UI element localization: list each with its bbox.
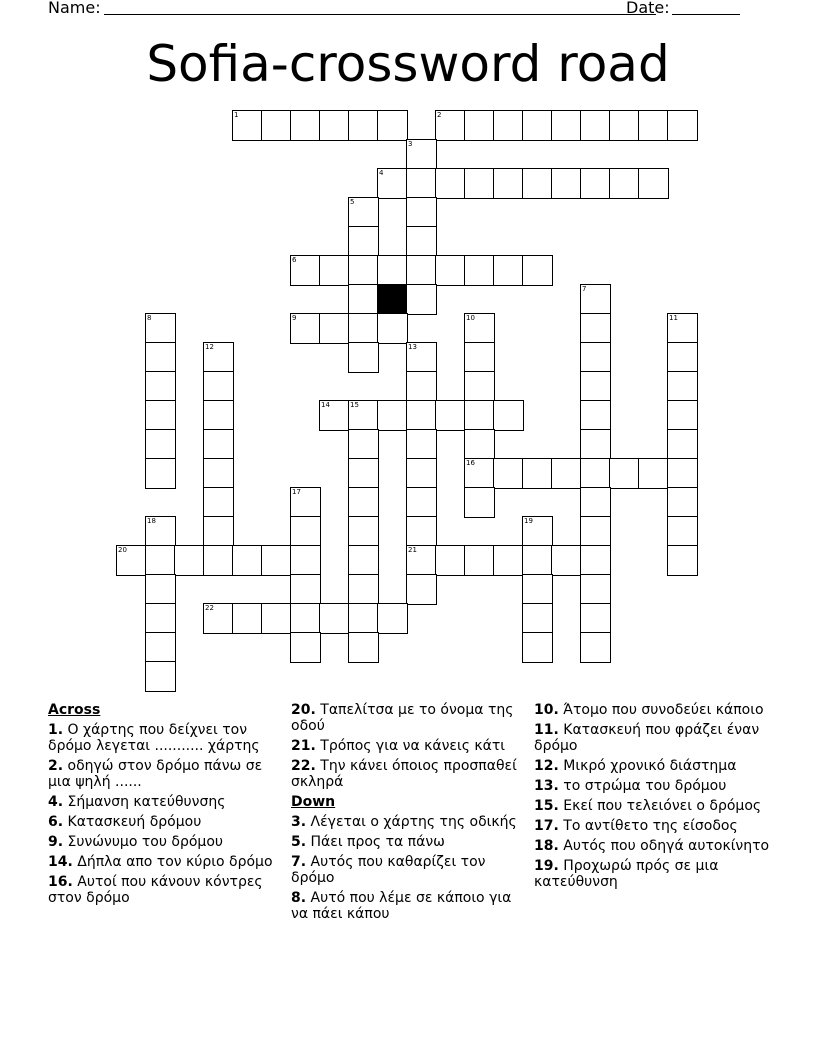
grid-cell[interactable] <box>609 458 640 489</box>
grid-cell[interactable] <box>580 371 611 402</box>
grid-cell[interactable] <box>348 313 379 344</box>
grid-cell[interactable] <box>464 168 495 199</box>
grid-cell[interactable] <box>551 168 582 199</box>
clue-down-11 <box>534 722 774 754</box>
clue-text: Μικρό χρονικό διάστημα <box>563 758 737 774</box>
clue-text: Λέγεται ο χάρτης της οδικής <box>310 814 517 830</box>
clue-number: 1. <box>48 722 64 738</box>
grid-cell[interactable] <box>435 255 466 286</box>
clue-number: 8. <box>291 890 307 906</box>
grid-cell[interactable] <box>116 545 147 576</box>
grid-cell[interactable] <box>406 516 437 547</box>
clue-number: 2. <box>48 758 64 774</box>
grid-cell[interactable] <box>580 574 611 605</box>
grid-cell[interactable] <box>551 458 582 489</box>
grid-cell[interactable] <box>261 110 292 141</box>
grid-cell[interactable] <box>464 545 495 576</box>
grid-cell[interactable] <box>377 400 408 431</box>
clue-text: Αυτοί που κάνουν κόντρες στον δρόμο <box>48 874 263 906</box>
grid-cell[interactable] <box>203 545 234 576</box>
grid-cell[interactable] <box>406 458 437 489</box>
grid-cell[interactable] <box>667 342 698 373</box>
grid-cell[interactable] <box>319 110 350 141</box>
clue-down-18 <box>534 838 774 854</box>
grid-cell[interactable] <box>580 429 611 460</box>
clue-text: Σήμανση κατεύθυνσης <box>67 794 226 810</box>
clue-down-15 <box>534 798 774 814</box>
clue-down-5 <box>291 834 523 850</box>
clue-down-19 <box>534 858 774 890</box>
clue-number: 11. <box>534 722 559 738</box>
cell-number: 8 <box>147 314 152 322</box>
cell-number: 7 <box>582 285 587 293</box>
clue-text: οδηγώ στον δρόμο πάνω σε μια ψηλή ...... <box>48 758 263 790</box>
grid-cell[interactable] <box>580 342 611 373</box>
grid-cell[interactable] <box>145 603 176 634</box>
grid-cell[interactable] <box>464 400 495 431</box>
grid-cell[interactable] <box>348 487 379 518</box>
grid-cell[interactable] <box>464 255 495 286</box>
grid-cell[interactable] <box>435 400 466 431</box>
grid-cell[interactable] <box>290 545 321 576</box>
grid-cell[interactable] <box>464 487 495 518</box>
grid-cell[interactable] <box>348 226 379 257</box>
cell-number: 16 <box>466 459 475 467</box>
cell-number: 18 <box>147 517 156 525</box>
black-square <box>377 284 408 315</box>
grid-cell[interactable] <box>580 632 611 663</box>
clue-text: Ταπελίτσα με το όνομα της οδού <box>291 702 514 734</box>
cell-number: 2 <box>437 111 442 119</box>
grid-cell[interactable] <box>580 516 611 547</box>
clue-down-7 <box>291 854 523 886</box>
clue-down-12 <box>534 758 774 774</box>
clue-number: 5. <box>291 834 307 850</box>
cell-number: 17 <box>292 488 301 496</box>
clue-across-4 <box>48 794 280 810</box>
grid-cell[interactable] <box>522 516 553 547</box>
clue-across-2 <box>48 758 280 790</box>
grid-cell[interactable] <box>290 603 321 634</box>
cell-number: 19 <box>524 517 533 525</box>
clue-text: Δήπλα απο τον κύριο δρόμο <box>77 854 273 870</box>
grid-cell[interactable] <box>290 313 321 344</box>
page-title: Sofia-crossword road <box>146 35 670 93</box>
grid-cell[interactable] <box>145 429 176 460</box>
grid-cell[interactable] <box>638 458 669 489</box>
grid-cell[interactable] <box>435 545 466 576</box>
clue-number: 19. <box>534 858 559 874</box>
grid-cell[interactable] <box>580 603 611 634</box>
clue-number: 21. <box>291 738 316 754</box>
grid-cell[interactable] <box>667 371 698 402</box>
grid-cell[interactable] <box>348 255 379 286</box>
grid-cell[interactable] <box>580 400 611 431</box>
grid-cell[interactable] <box>406 574 437 605</box>
clue-text: Εκεί που τελειόνει ο δρόμος <box>563 798 762 814</box>
grid-cell[interactable] <box>522 545 553 576</box>
cell-number: 1 <box>234 111 239 119</box>
clue-number: 15. <box>534 798 559 814</box>
grid-cell[interactable] <box>580 487 611 518</box>
grid-cell[interactable] <box>522 574 553 605</box>
cell-number: 14 <box>321 401 330 409</box>
clue-text: Αυτό που λέμε σε κάποιο για να πάει κάπου <box>291 890 512 922</box>
grid-cell[interactable] <box>609 168 640 199</box>
grid-cell[interactable] <box>145 400 176 431</box>
grid-cell[interactable] <box>667 429 698 460</box>
cell-number: 12 <box>205 343 214 351</box>
clue-text: Τρόπος για να κάνεις κάτι <box>320 738 506 754</box>
clue-text: Αυτός που οδηγά αυτοκίνητο <box>563 838 770 854</box>
clue-number: 6. <box>48 814 64 830</box>
clue-number: 20. <box>291 702 316 718</box>
grid-cell[interactable] <box>348 632 379 663</box>
grid-cell[interactable] <box>232 110 263 141</box>
grid-cell[interactable] <box>319 603 350 634</box>
clue-text: Κατασκευή δρόμου <box>67 814 202 830</box>
cell-number: 5 <box>350 198 355 206</box>
clue-across-14 <box>48 854 280 870</box>
grid-cell[interactable] <box>667 545 698 576</box>
grid-cell[interactable] <box>406 545 437 576</box>
grid-cell[interactable] <box>406 139 437 170</box>
grid-cell[interactable] <box>290 632 321 663</box>
cell-number: 15 <box>350 401 359 409</box>
grid-cell[interactable] <box>580 545 611 576</box>
grid-cell[interactable] <box>406 487 437 518</box>
grid-cell[interactable] <box>290 110 321 141</box>
grid-cell[interactable] <box>348 342 379 373</box>
clue-text: Συνώνυμο του δρόμου <box>67 834 223 850</box>
grid-cell[interactable] <box>377 255 408 286</box>
clue-across-20 <box>291 702 523 734</box>
date-label: Date: <box>626 0 670 17</box>
grid-cell[interactable] <box>406 255 437 286</box>
grid-cell[interactable] <box>493 545 524 576</box>
clue-across-6 <box>48 814 280 830</box>
grid-cell[interactable] <box>464 429 495 460</box>
down-title: Down <box>291 794 336 810</box>
grid-cell[interactable] <box>348 429 379 460</box>
grid-cell[interactable] <box>551 110 582 141</box>
grid-cell[interactable] <box>667 313 698 344</box>
grid-cell[interactable] <box>348 110 379 141</box>
clue-number: 9. <box>48 834 64 850</box>
grid-cell[interactable] <box>580 458 611 489</box>
grid-cell[interactable] <box>377 110 408 141</box>
grid-cell[interactable] <box>406 342 437 373</box>
grid-cell[interactable] <box>493 400 524 431</box>
grid-cell[interactable] <box>203 400 234 431</box>
grid-cell[interactable] <box>203 487 234 518</box>
clue-text: Κατασκευή που φράζει έναν δρόμο <box>534 722 760 754</box>
grid-cell[interactable] <box>319 313 350 344</box>
cell-number: 13 <box>408 343 417 351</box>
clue-number: 22. <box>291 758 316 774</box>
grid-cell[interactable] <box>406 168 437 199</box>
grid-cell[interactable] <box>464 371 495 402</box>
grid-cell[interactable] <box>406 226 437 257</box>
cell-number: 22 <box>205 604 214 612</box>
clue-number: 16. <box>48 874 73 890</box>
grid-cell[interactable] <box>667 400 698 431</box>
grid-cell[interactable] <box>348 545 379 576</box>
grid-cell[interactable] <box>348 458 379 489</box>
grid-cell[interactable] <box>319 400 350 431</box>
grid-cell[interactable] <box>551 545 582 576</box>
grid-cell[interactable] <box>522 603 553 634</box>
cell-number: 6 <box>292 256 297 264</box>
grid-cell[interactable] <box>435 168 466 199</box>
clue-across-9 <box>48 834 280 850</box>
grid-cell[interactable] <box>667 487 698 518</box>
grid-cell[interactable] <box>406 284 437 315</box>
grid-cell[interactable] <box>145 632 176 663</box>
clue-text: Πάει προς τα πάνω <box>310 834 445 850</box>
grid-cell[interactable] <box>406 400 437 431</box>
grid-cell[interactable] <box>667 458 698 489</box>
clue-number: 13. <box>534 778 559 794</box>
cell-number: 11 <box>669 314 678 322</box>
grid-cell[interactable] <box>522 110 553 141</box>
clue-number: 3. <box>291 814 307 830</box>
clue-number: 17. <box>534 818 559 834</box>
grid-cell[interactable] <box>348 574 379 605</box>
clue-text: Προχωρώ πρός σε μια κατεύθυνση <box>534 858 719 890</box>
grid-cell[interactable] <box>522 632 553 663</box>
grid-cell[interactable] <box>290 487 321 518</box>
grid-cell[interactable] <box>493 255 524 286</box>
grid-cell[interactable] <box>406 371 437 402</box>
grid-cell[interactable] <box>145 545 176 576</box>
grid-cell[interactable] <box>493 168 524 199</box>
cell-number: 3 <box>408 140 413 148</box>
grid-cell[interactable] <box>377 603 408 634</box>
grid-cell[interactable] <box>580 313 611 344</box>
grid-cell[interactable] <box>145 313 176 344</box>
grid-cell[interactable] <box>203 603 234 634</box>
clue-text: Το αντίθετο της είσοδος <box>563 818 738 834</box>
grid-cell[interactable] <box>522 458 553 489</box>
grid-cell[interactable] <box>145 342 176 373</box>
clue-number: 14. <box>48 854 73 870</box>
grid-cell[interactable] <box>667 110 698 141</box>
grid-cell[interactable] <box>232 545 263 576</box>
clue-text: το στρώμα του δρόμου <box>563 778 727 794</box>
clue-text: Αυτός που καθαρίζει τον δρόμο <box>291 854 486 886</box>
grid-cell[interactable] <box>145 516 176 547</box>
grid-cell[interactable] <box>377 168 408 199</box>
grid-cell[interactable] <box>203 458 234 489</box>
clues-column-2 <box>291 702 523 926</box>
grid-cell[interactable] <box>348 516 379 547</box>
cell-number: 10 <box>466 314 475 322</box>
grid-cell[interactable] <box>203 516 234 547</box>
clue-across-21 <box>291 738 523 754</box>
clue-text: Την κάνει όποιος προσπαθεί σκληρά <box>291 758 517 790</box>
grid-cell[interactable] <box>203 371 234 402</box>
clue-number: 12. <box>534 758 559 774</box>
grid-cell[interactable] <box>348 603 379 634</box>
grid-cell[interactable] <box>493 458 524 489</box>
grid-cell[interactable] <box>435 110 466 141</box>
clue-text: Άτομο που συνοδεύει κάποιο <box>563 702 764 718</box>
grid-cell[interactable] <box>580 284 611 315</box>
grid-cell[interactable] <box>464 313 495 344</box>
grid-cell[interactable] <box>522 255 553 286</box>
clues-column-3 <box>534 702 774 894</box>
clue-text: Ο χάρτης που δείχνει τον δρόμο λεγεται ........... χάρτης <box>48 722 260 754</box>
grid-cell[interactable] <box>348 400 379 431</box>
clue-across-22 <box>291 758 523 790</box>
grid-cell[interactable] <box>232 603 263 634</box>
clue-down-13 <box>534 778 774 794</box>
clues-column-1 <box>48 702 280 910</box>
grid-cell[interactable] <box>667 516 698 547</box>
clue-down-8 <box>291 890 523 922</box>
grid-cell[interactable] <box>145 458 176 489</box>
grid-cell[interactable] <box>145 661 176 692</box>
grid-cell[interactable] <box>377 313 408 344</box>
clue-number: 4. <box>48 794 64 810</box>
grid-cell[interactable] <box>493 110 524 141</box>
grid-cell[interactable] <box>464 110 495 141</box>
clue-across-16 <box>48 874 280 906</box>
grid-cell[interactable] <box>609 110 640 141</box>
clue-down-10 <box>534 702 774 718</box>
grid-cell[interactable] <box>290 516 321 547</box>
grid-cell[interactable] <box>145 371 176 402</box>
grid-cell[interactable] <box>638 168 669 199</box>
grid-cell[interactable] <box>174 545 205 576</box>
grid-cell[interactable] <box>203 342 234 373</box>
name-label: Name: <box>48 0 101 17</box>
grid-cell[interactable] <box>522 168 553 199</box>
clue-number: 7. <box>291 854 307 870</box>
grid-cell[interactable] <box>464 458 495 489</box>
grid-cell[interactable] <box>580 110 611 141</box>
grid-cell[interactable] <box>261 545 292 576</box>
across-title: Across <box>48 702 101 718</box>
grid-cell[interactable] <box>145 574 176 605</box>
grid-cell[interactable] <box>348 284 379 315</box>
grid-cell[interactable] <box>290 574 321 605</box>
cell-number: 4 <box>379 169 384 177</box>
grid-cell[interactable] <box>348 197 379 228</box>
grid-cell[interactable] <box>464 342 495 373</box>
grid-cell[interactable] <box>203 429 234 460</box>
grid-cell[interactable] <box>406 197 437 228</box>
clue-number: 10. <box>534 702 559 718</box>
clue-number: 18. <box>534 838 559 854</box>
grid-cell[interactable] <box>319 255 350 286</box>
clue-down-17 <box>534 818 774 834</box>
clue-down-3 <box>291 814 523 830</box>
grid-cell[interactable] <box>580 168 611 199</box>
cell-number: 21 <box>408 546 417 554</box>
clue-across-1 <box>48 722 280 754</box>
grid-cell[interactable] <box>261 603 292 634</box>
cell-number: 20 <box>118 546 127 554</box>
grid-cell[interactable] <box>290 255 321 286</box>
grid-cell[interactable] <box>638 110 669 141</box>
cell-number: 9 <box>292 314 297 322</box>
grid-cell[interactable] <box>406 429 437 460</box>
